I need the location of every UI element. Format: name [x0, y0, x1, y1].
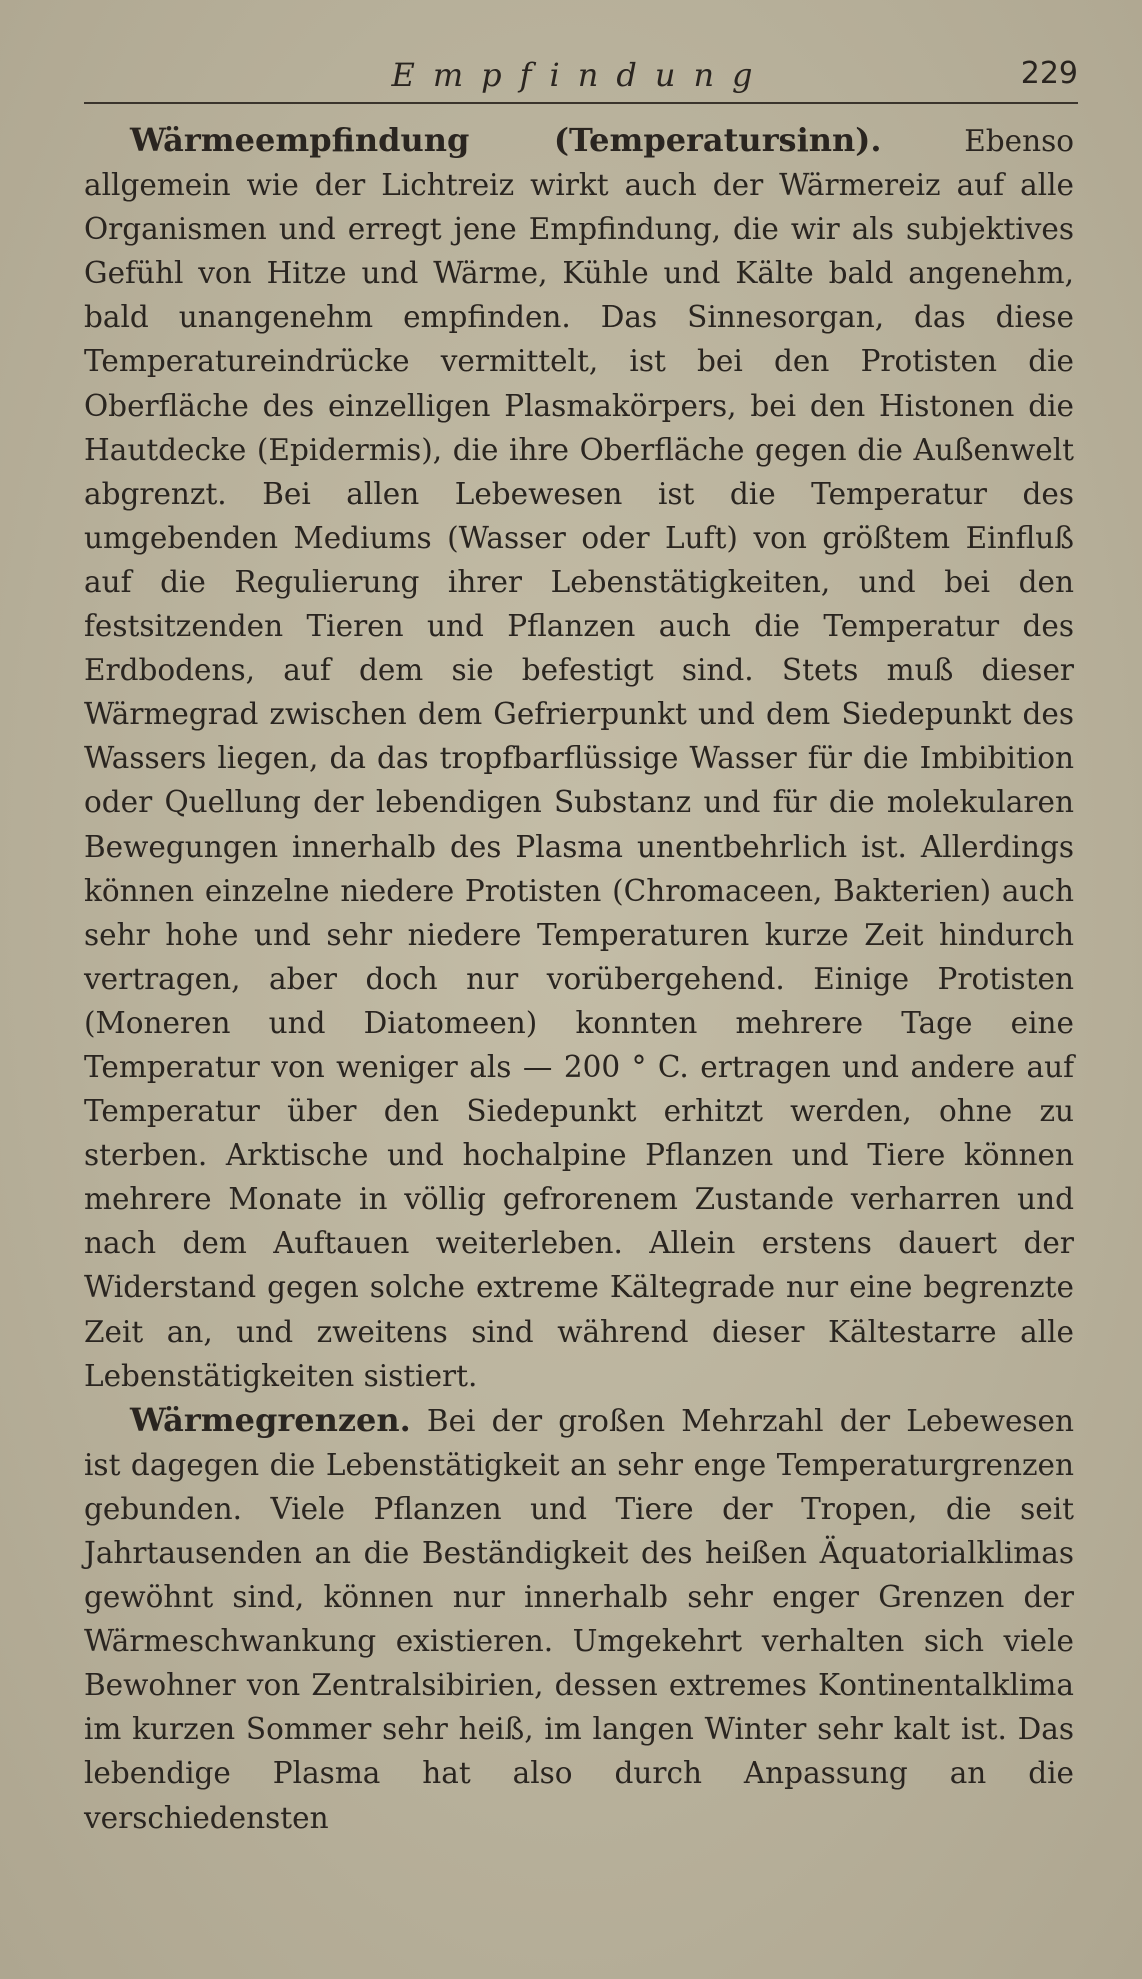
- paragraph-waermeempfindung: [84, 118, 1074, 1398]
- page-header: [84, 52, 1078, 104]
- paragraph-text: Ebenso allgemein wie der Lichtreiz wirkt auch der Wärmereiz auf alle Organismen und erregt jene Empfindung, die wir als subjektives Gefühl von Hitze und Wärme, Kühle und Kälte bald angenehm, bald unangenehm empfinden. Das Sinnesorgan, das diese Temperatureindrücke vermittelt, ist bei den Protisten die Oberfläche des einzelligen Plasmakörpers, bei den Histonen die Hautdecke (Epidermis), die ihre Oberfläche gegen die Außenwelt abgrenzt. Bei allen Lebewesen ist die Temperatur des umgebenden Mediums (Wasser oder Luft) von größtem Einfluß auf die Regulierung ihrer Lebenstätigkeiten, und bei den festsitzenden Tieren und Pflanzen auch die Temperatur des Erdbodens, auf dem sie befestigt sind. Stets muß dieser Wärmegrad zwischen dem Gefrierpunkt und dem Siedepunkt des Wassers liegen, da das tropfbarflüssige Wasser für die Imbibition oder Quellung der lebendigen Substanz und für die molekularen Bewegungen innerhalb des Plasma unentbehrlich ist. Allerdings können einzelne niedere Protisten (Chromaceen, Bakterien) auch sehr hohe und sehr niedere Temperaturen kurze Zeit hindurch vertragen, aber doch nur vorübergehend. Einige Protisten (Moneren und Diatomeen) konnten mehrere Tage eine Temperatur von weniger als — 200 ° C. ertragen und andere auf Temperatur über den Siedepunkt erhitzt werden, ohne zu sterben. Arktische und hochalpine Pflanzen und Tiere können mehrere Monate in völlig gefrorenem Zustande verharren und nach dem Auftauen weiterleben. Allein erstens dauert der Widerstand gegen solche extreme Kältegrade nur eine begrenzte Zeit an, und zweitens sind während dieser Kältestarre alle Lebenstätigkeiten sistiert.: [84, 124, 1075, 1393]
- running-title: Empfindung: [391, 56, 771, 94]
- paragraph-waermegrenzen: [84, 1398, 1074, 1840]
- paragraph-heading: Wärmegrenzen.: [130, 1400, 411, 1439]
- paragraph-text: Bei der großen Mehrzahl der Lebewesen ist dagegen die Lebenstätigkeit an sehr enge Temperaturgrenzen gebunden. Viele Pflanzen und Tiere der Tropen, die seit Jahrtausenden an die Beständigkeit des heißen Äquatorialklimas gewöhnt sind, können nur innerhalb sehr enger Grenzen der Wärmeschwankung existieren. Umgekehrt verhalten sich viele Bewohner von Zentralsibirien, dessen extremes Kontinentalklima im kurzen Sommer sehr heiß, im langen Winter sehr kalt ist. Das lebendige Plasma hat also durch Anpassung an die verschiedensten: [84, 1403, 1074, 1835]
- paragraph-heading: Wärmeempfindung (Temperatursinn).: [130, 121, 882, 159]
- page-number: 229: [1020, 56, 1078, 91]
- body-text: [84, 118, 1074, 1840]
